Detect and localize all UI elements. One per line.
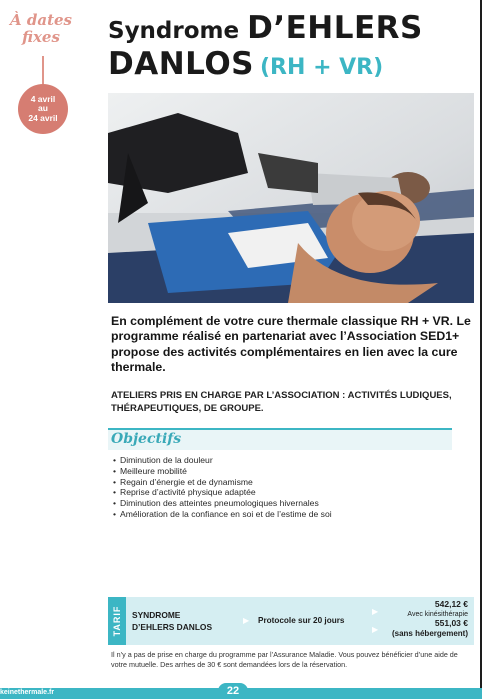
chevron-right-icon: ▶	[372, 625, 379, 634]
chevron-right-icon: ▶	[243, 616, 250, 625]
title-prefix: Syndrome	[108, 18, 248, 44]
objectif-item: • Diminution des atteintes pneumologiques hivernales	[113, 498, 473, 509]
intro-text: En complément de votre cure thermale classique RH + VR. Le programme réalisé en partenariat avec l’Association SED1+ propose des activités complémentaires en lien avec la cure thermale.	[111, 314, 471, 374]
title-tag: (RH + VR)	[260, 55, 384, 80]
date-range-badge	[18, 84, 68, 134]
footnote: Il n’y a pas de prise en charge du programme par l’Assurance Maladie. Vous pouvez bénéficier d’une aide de votre mutuelle. Des arrhes de 30 € sont demandées lors de la réservation.	[111, 650, 458, 669]
tarif-program-name	[132, 610, 242, 633]
dates-fixes-line2: fixes	[22, 28, 60, 46]
tarif-label-band	[108, 597, 126, 645]
objectifs-list	[113, 455, 473, 520]
hero-photo-illustration	[108, 93, 474, 303]
date-start: 4 avril	[30, 93, 56, 104]
hero-photo	[108, 93, 474, 303]
dates-fixes-label	[10, 12, 72, 46]
badge-connector-line	[42, 56, 44, 84]
tarif-name-line2: D’EHLERS DANLOS	[132, 621, 213, 632]
objectifs-title: Objectifs	[111, 431, 182, 447]
price-with-kine-note: Avec kinésithérapie	[407, 610, 468, 618]
tarif-protocol: Protocole sur 20 jours	[258, 616, 345, 625]
chevron-right-icon: ▶	[372, 607, 379, 616]
title-main: D’EHLERS	[247, 10, 423, 46]
tarif-prices	[392, 600, 468, 638]
price-without-lodging: 551,03 €	[434, 618, 468, 628]
date-separator: au	[38, 103, 48, 114]
footer-site[interactable]: keinethermale.fr	[0, 689, 55, 696]
price-without-lodging-note: (sans hébergement)	[391, 628, 468, 638]
objectif-item: • Regain d’énergie et de dynamisme	[113, 477, 473, 488]
page-number: 22	[218, 683, 248, 699]
objectifs-header	[108, 428, 452, 450]
tarif-name-line1: SYNDROME	[132, 610, 181, 620]
date-end: 24 avril	[28, 112, 58, 123]
page-title	[108, 10, 468, 82]
dates-fixes-line1: À dates	[10, 11, 72, 29]
objectif-item: • Reprise d’activité physique adaptée	[113, 487, 473, 498]
objectif-item: • Meilleure mobilité	[113, 466, 473, 477]
price-with-kine: 542,12 €	[434, 599, 468, 609]
tarif-label: TARIF	[112, 605, 122, 637]
ateliers-text: ATELIERS PRIS EN CHARGE PAR L’ASSOCIATION : ACTIVITÉS LUDIQUES, THÉRAPEUTIQUES, DE GROUPE.	[111, 390, 452, 414]
objectif-item: • Diminution de la douleur	[113, 455, 473, 466]
objectif-item: • Amélioration de la confiance en soi et de l’estime de soi	[113, 509, 473, 520]
title-line2: DANLOS	[108, 46, 254, 82]
tarif-box	[108, 597, 474, 645]
